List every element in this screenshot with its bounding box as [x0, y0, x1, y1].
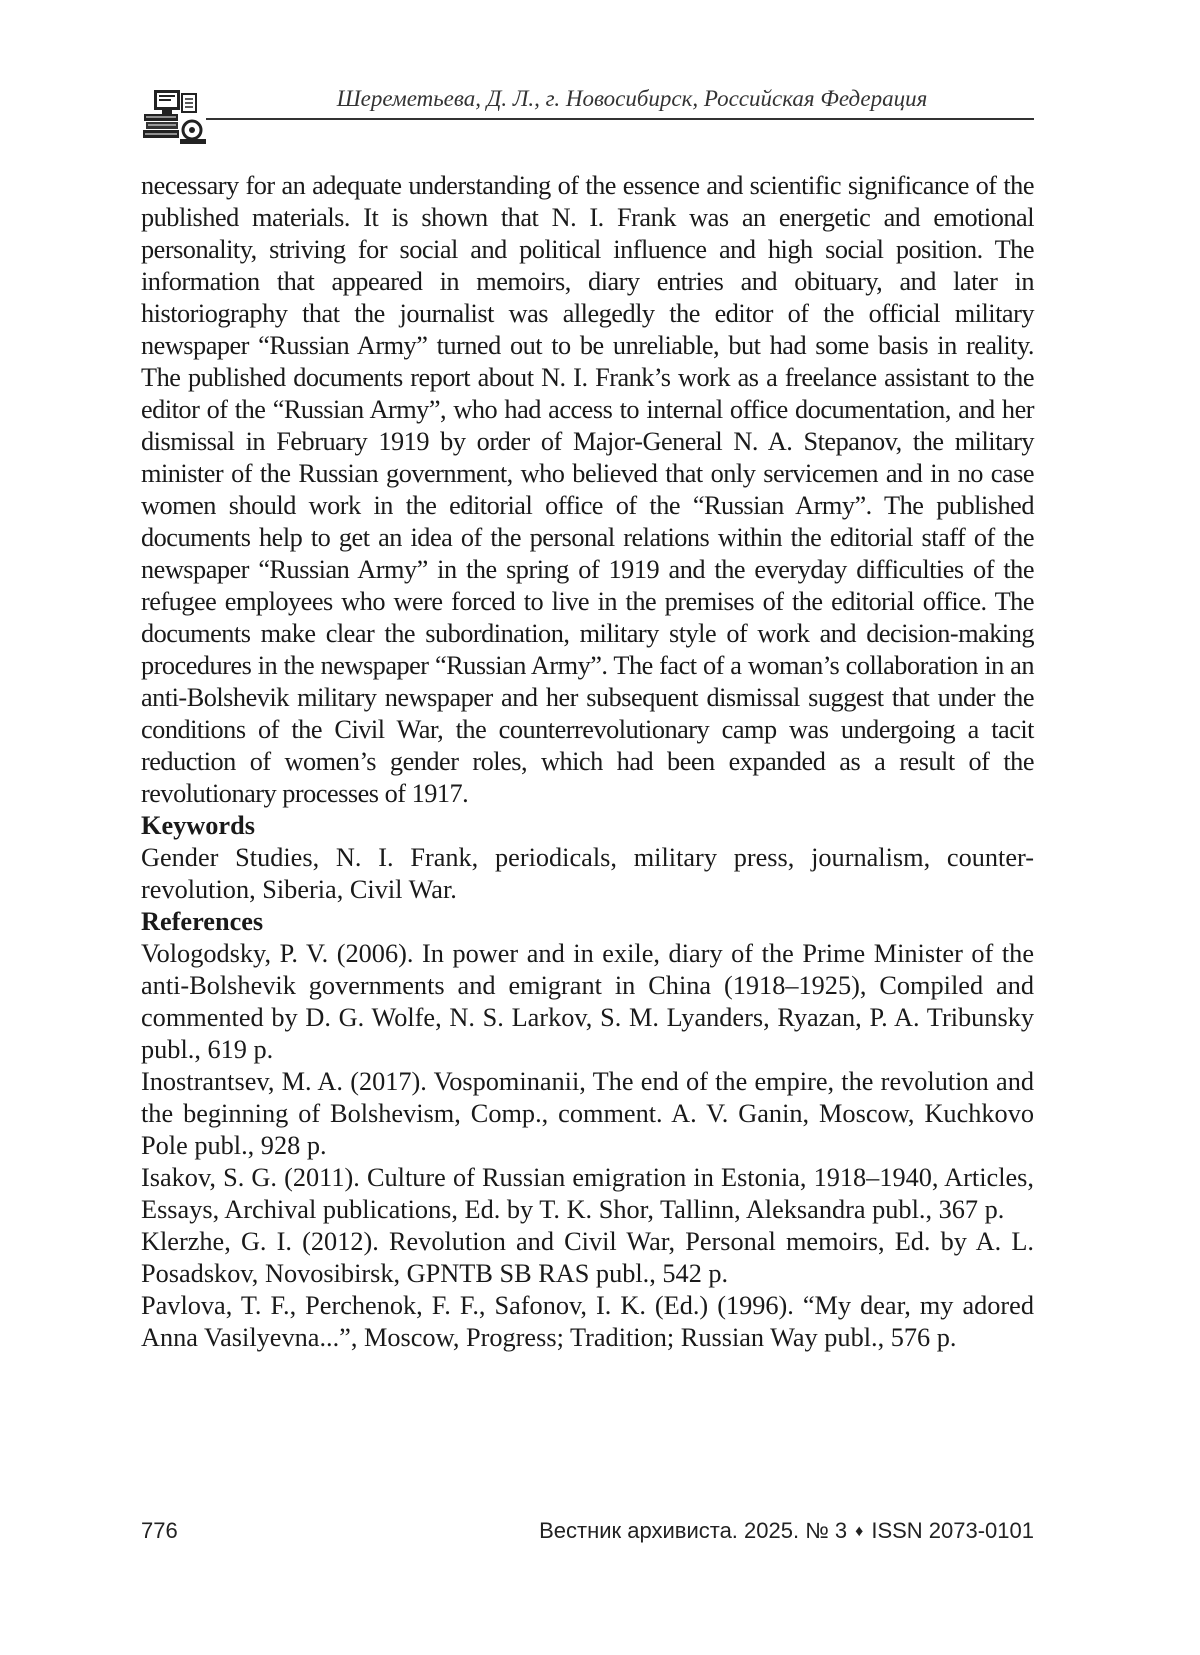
abstract-text: necessary for an adequate understanding of the essence and scientific significance of the published materials. It is shown that N. I. Frank was an energetic and emotional personality, striving for social and political influence and high social position. The information that appeared in memoirs, diary entries and obituary, and later in historiography that the journalist was allegedly the editor of the official military newspaper “Russian Army” turned out to be unreliable, but had some basis in reality. The published documents report about N. I. Frank’s work as a freelance assistant to the editor of the “Russian Army”, who had access to internal office documentation, and her dismissal in February 1919 by order of Major-General N. A. Stepanov, the military minister of the Russian government, who believed that only servicemen and in no case women should work in the editorial office of the “Russian Army”. The published documents help to get an idea of the personal relations within the editorial staff of the newspaper “Russian Army” in the spring of 1919 and the everyday difficulties of the refugee employees who were forced to live in the premises of the editorial office. The documents make clear the subordination, military style of work and decision-making procedures in the newspaper “Russian Army”. The fact of a woman’s collaboration in an anti-Bolshevik military newspaper and her subsequent dismissal suggest that under the conditions of the Civil War, the counterrevolutionary camp was undergoing a tacit reduction of women’s gender roles, which had been expanded as a result of the revolutionary processes of 1917.: [141, 171, 1034, 808]
header-rule: [206, 118, 1034, 120]
keywords-text: Gender Studies, N. I. Frank, periodicals, military press, journalism, counter-revolution, Siberia, Civil War.: [141, 843, 1034, 904]
reference-item: Pavlova, T. F., Perchenok, F. F., Safonov, I. K. (Ed.) (1996). “My dear, my adored Anna Vasilyevna...”, Moscow, Progress; Tradition; Russian Way publ., 576 p.: [141, 1291, 1034, 1352]
issn: ISSN 2073-0101: [871, 1518, 1034, 1543]
journal-name: Вестник архивиста. 2025. № 3: [539, 1518, 848, 1543]
reference-item: Vologodsky, P. V. (2006). In power and in exile, diary of the Prime Minister of the anti-Bolshevik governments and emigrant in China (1918–1925), Compiled and commented by D. G. Wolfe, N. S. Larkov, S. M. Lyanders, Ryazan, P. A. Tribunsky publ., 619 p.: [141, 939, 1034, 1064]
references-heading: References: [141, 907, 264, 936]
running-header-title: Шереметьева, Д. Л., г. Новосибирск, Российская Федерация: [336, 86, 928, 111]
reference-item: Isakov, S. G. (2011). Culture of Russian emigration in Estonia, 1918–1940, Articles, Essays, Archival publications, Ed. by T. K. Shor, Tallinn, Aleksandra publ., 367 p.: [141, 1163, 1034, 1224]
page-footer: [141, 1518, 1034, 1550]
reference-item: Klerzhe, G. I. (2012). Revolution and Civil War, Personal memoirs, Ed. by A. L. Posadskov, Novosibirsk, GPNTB SB RAS publ., 542 p.: [141, 1227, 1034, 1288]
page-number: 776: [141, 1518, 178, 1543]
diamond-separator: ♦: [855, 1523, 864, 1540]
keywords-heading: Keywords: [141, 811, 255, 840]
journal-info: [539, 1518, 1034, 1544]
books-computer-icon: [140, 84, 210, 146]
page-content: [141, 170, 1034, 1354]
page-header: [140, 80, 1034, 146]
reference-item: Inostrantsev, M. A. (2017). Vospominanii, The end of the empire, the revolution and the beginning of Bolshevism, Comp., comment. A. V. Ganin, Moscow, Kuchkovo Pole publ., 928 p.: [141, 1067, 1034, 1160]
